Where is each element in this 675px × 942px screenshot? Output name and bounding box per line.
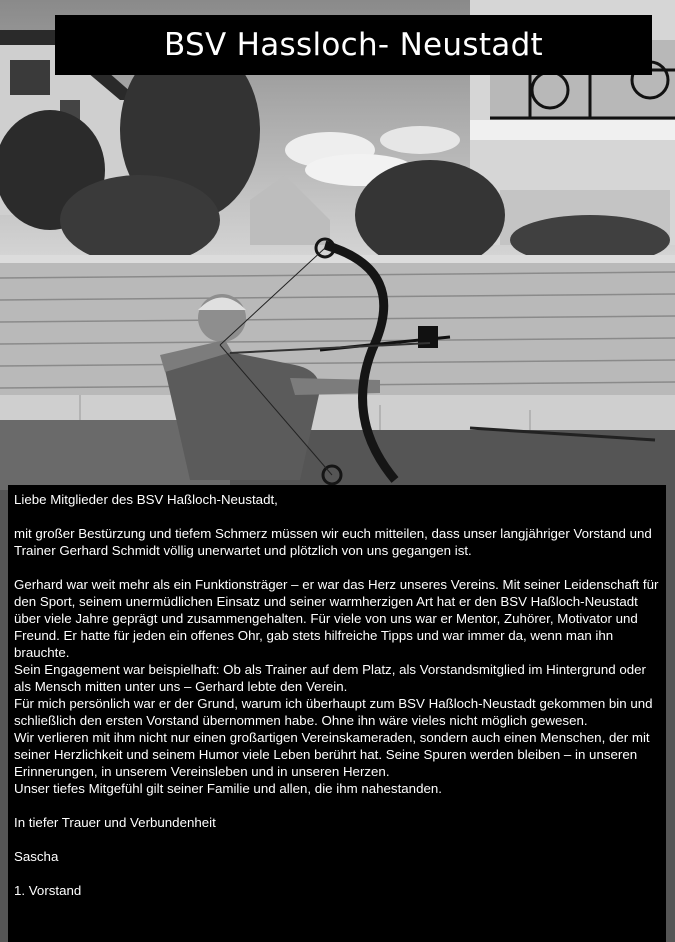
letter-signature-name: Sascha: [14, 849, 59, 864]
letter-paragraph: Gerhard war weit mehr als ein Funktionsträger – er war das Herz unseres Vereins. Mit seiner Leidenschaft für den Sport, seinem unermüdlichen Einsatz und seiner warmherzigen Art hat er den BSV Haßloch-Neustadt über viele Jahre geprägt und zusammengehalten. Für viele von uns war er Mentor, Zuhörer, Motivator und Freund. Er hatte für jeden ein offenes Ohr, gab stets hilfreiche Tipps und war immer da, wenn man ihn brauchte.: [14, 577, 659, 660]
title-banner: [55, 15, 652, 75]
letter-salutation: Liebe Mitglieder des BSV Haßloch-Neustadt,: [14, 492, 278, 507]
page-title: BSV Hassloch- Neustadt: [163, 27, 544, 63]
letter-paragraph: Wir verlieren mit ihm nicht nur einen großartigen Vereinskameraden, sondern auch einen Menschen, der mit seiner Herzlichkeit und seinem Humor viele Leben berührt hat. Seine Spuren werden bleiben – in unseren Erinnerungen, in unserem Vereinsleben und in unseren Herzen.: [14, 730, 650, 779]
letter-paragraph: Unser tiefes Mitgefühl gilt seiner Familie und allen, die ihm nahestanden.: [14, 781, 442, 796]
letter-signature-role: 1. Vorstand: [14, 883, 82, 898]
letter-paragraph: Sein Engagement war beispielhaft: Ob als Trainer auf dem Platz, als Vorstandsmitglied im Hintergrund oder als Mensch mitten unter uns – Gerhard lebte den Verein.: [14, 662, 646, 694]
letter-paragraph: Für mich persönlich war er der Grund, warum ich überhaupt zum BSV Haßloch-Neustadt gekommen bin und schließlich den ersten Vorstand übernommen habe. Ohne ihn wäre vieles nicht möglich gewesen.: [14, 696, 653, 728]
letter-closing: In tiefer Trauer und Verbundenheit: [14, 815, 216, 830]
letter-paragraph: mit großer Bestürzung und tiefem Schmerz müssen wir euch mitteilen, dass unser langjähriger Vorstand und Trainer Gerhard Schmidt völlig unerwartet und plötzlich von uns gegangen ist.: [14, 526, 652, 558]
obituary-letter: [8, 485, 666, 942]
